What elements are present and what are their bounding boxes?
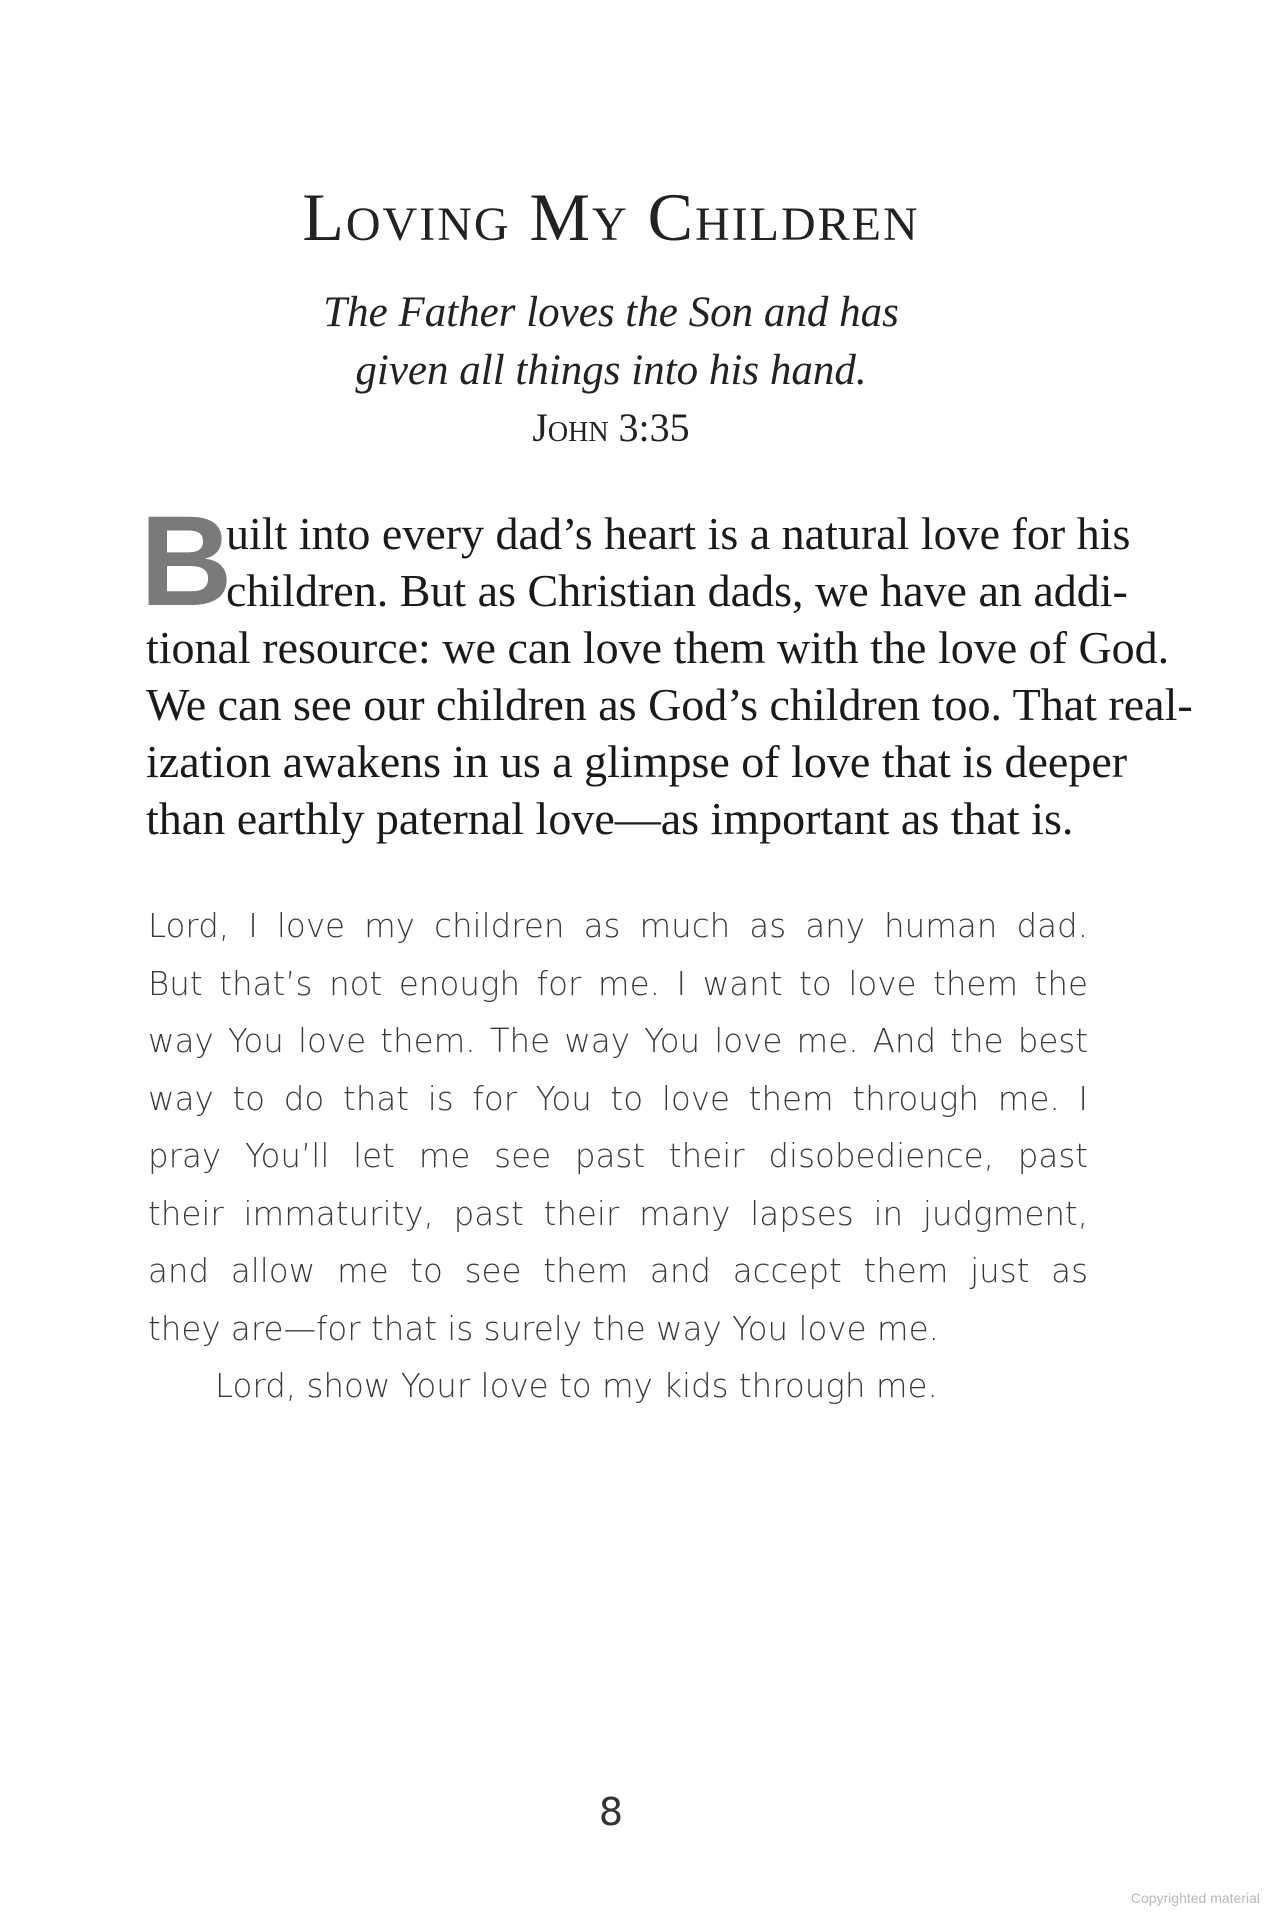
prayer-line: and allow me to see them and accept them just as (148, 1252, 1088, 1290)
scripture-reference: John 3:35 (532, 405, 690, 450)
prayer-closing: Lord, show Your love to my kids through me. (215, 1367, 938, 1405)
prayer-line: way You love them. The way You love me. And the best (148, 1022, 1088, 1060)
prayer-line: their immaturity, past their many lapses in judgment, (148, 1194, 1088, 1233)
devotional-line: ization awakens in us a glimpse of love that is deeper (146, 736, 1128, 787)
devotional-line: children. But as Christian dads, we have an addi- (226, 565, 1128, 616)
prayer-line: way to do that is for You to love them through me. I (148, 1079, 1088, 1118)
prayer-line: pray You’ll let me see past their disobedience, past (148, 1137, 1088, 1175)
page-title: Loving My Children (302, 179, 920, 255)
prayer-line: But that’s not enough for me. I want to love them the (148, 964, 1088, 1003)
prayer-line: they are—for that is surely the way You love me. (148, 1309, 939, 1348)
devotional-line: than earthly paternal love—as important as that is. (146, 793, 1074, 844)
devotional-line: We can see our children as God’s children too. That real- (146, 679, 1193, 730)
prayer-paragraph (148, 898, 1088, 1416)
devotional-line: uilt into every dad’s heart is a natural love for his (226, 508, 1131, 559)
epigraph-line: given all things into his hand. (355, 347, 867, 394)
epigraph (0, 284, 1222, 400)
epigraph-line: The Father loves the Son and has (323, 289, 899, 336)
prayer-line: Lord, I love my children as much as any human dad. (148, 907, 1088, 945)
page-number: 8 (598, 1790, 624, 1834)
copyright-watermark: Copyrighted material (1130, 1890, 1260, 1906)
devotional-line: tional resource: we can love them with the love of God. (146, 622, 1170, 673)
devotional-paragraph (146, 505, 1193, 847)
drop-cap: B (140, 490, 233, 633)
